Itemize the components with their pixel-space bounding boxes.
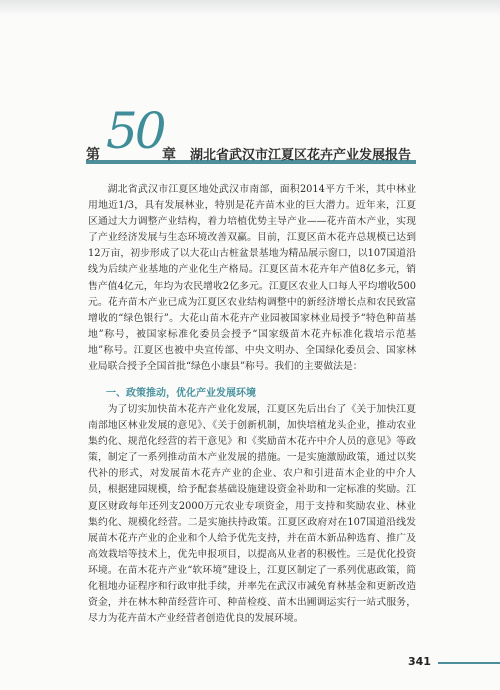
chapter-suffix: 章 [162, 147, 176, 163]
intro-paragraph: 湖北省武汉市江夏区地处武汉市南部，面积2014平方千米，其中林业用地近1/3，具有发展林业，特别是花卉苗木业的巨大潜力。近年来，江夏区通过大力调整产业结构，着力培植优势主导产业——花卉苗木产业，实现了产业经济发展与生态环境改善双赢。目前，江夏区苗木花卉总规模已达到12万亩，初步形成了以大花山古桩盆景基地为精品展示窗口，以107国道沿线为后续产业基地的产业化生产格局。江夏区苗木花卉年产值8亿多元，销售产值4亿元，年均为农民增收2亿多元。江夏区农业人口每人平均增收500元。花卉苗木产业已成为江夏区农业结构调整中的新经济增长点和农民致富增收的“绿色银行”。大花山苗木花卉产业园被国家林业局授予“特色种苗基地”称号，被国家标准化委员会授予“国家级苗木花卉标准化栽培示范基地”称号。江夏区也被中央宣传部、中央文明办、全国绿化委员会、国家林业局联合授予全国首批“绿色小康县”称号。我们的主要做法是： [88, 184, 416, 373]
page-number: 341 [408, 655, 431, 668]
page-top-edge [0, 0, 500, 16]
section-block [88, 402, 416, 627]
chapter-title: 湖北省武汉市江夏区花卉产业发展报告 [190, 148, 412, 163]
intro-block [88, 182, 416, 375]
section-heading: 一、政策推动，优化产业发展环境 [106, 388, 256, 399]
chapter-header [86, 102, 416, 172]
chapter-number: 50 [106, 102, 164, 160]
section-paragraph: 为了切实加快苗木花卉产业化发展，江夏区先后出台了《关于加快江夏南部地区林业发展的意见》、《关于创新机制，加快培植龙头企业，推动农业集约化、规范化经营的若干意见》和《奖励苗木花卉中介人员的意见》等政策，制定了一系列推动苗木产业发展的措施。一是实施激励政策，通过以奖代补的形式，对发展苗木花卉产业的企业、农户和引进苗木企业的中介人员，根据建园规模，给予配套基础设施建设资金补助和一定标准的奖励。江夏区财政每年还列支2000万元农业专项资金，用于支持和奖励农业、林业集约化、规模化经营。二是实施扶持政策。江夏区政府对在107国道沿线发展苗木花卉产业的企业和个人给予优先支持，并在苗木新品种选育、推广及高效栽培等技术上，优先申报项目，以提高从业者的积极性。三是优化投资环境。在苗木花卉产业“软环境”建设上，江夏区制定了一系列优惠政策，简化租地办证程序和行政审批手续，并率先在武汉市减免育林基金和更新改造资金，并在林木种苗经营许可、种苗检疫、苗木出圃调运实行一站式服务，尽力为花卉苗木产业经营者创造优良的发展环境。 [88, 404, 416, 625]
chapter-prefix: 第 [86, 147, 100, 163]
footer-rule [438, 662, 500, 664]
